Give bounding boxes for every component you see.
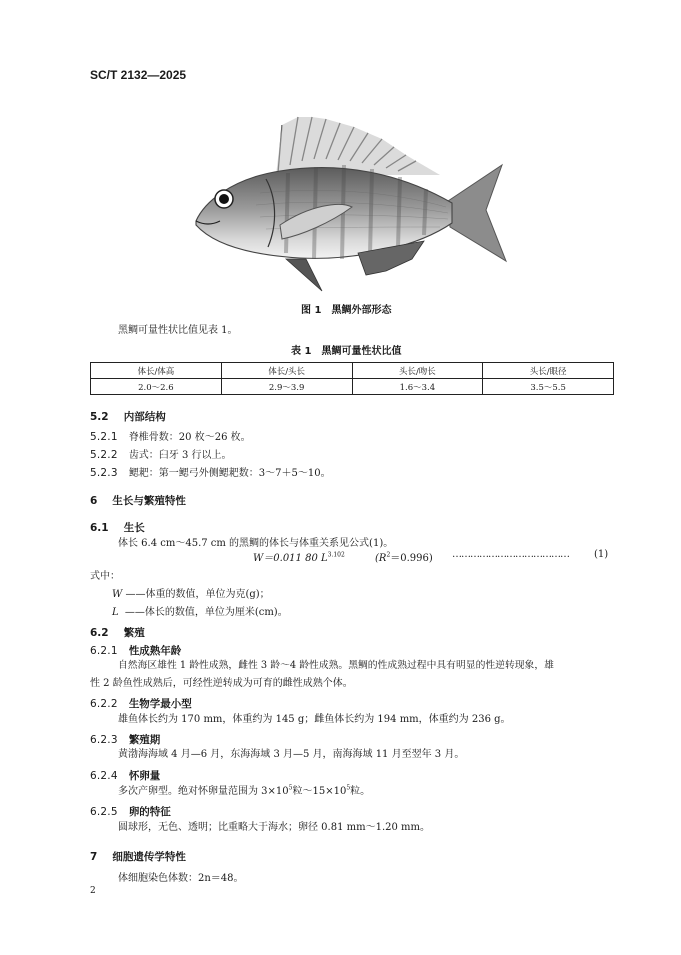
formula-exponent: 3.102 xyxy=(327,551,345,559)
variable-symbol: W xyxy=(112,589,123,600)
standard-number: SC/T 2132—2025 xyxy=(90,68,187,82)
table-header-cell: 头长/吻长 xyxy=(352,363,483,379)
section-number: 6.2.3 xyxy=(90,734,118,746)
variable-w-definition xyxy=(112,585,270,600)
formula-leader-dots: ………………………………… xyxy=(452,549,569,560)
section-number: 5.2.3 xyxy=(90,467,118,479)
formula xyxy=(253,549,345,564)
breeding-period-paragraph: 黄渤海海域 4 月—6 月，东海海域 3 月—5 月，南海海域 11 月至翌年 3 月。 xyxy=(118,749,465,760)
fecundity-text-a: 多次产卵型。绝对怀卵量范围为 3×10 xyxy=(118,786,289,797)
fecundity-exponent-b: 5 xyxy=(346,784,351,792)
section-5-2-3 xyxy=(90,461,331,480)
table-cell: 2.9～3.9 xyxy=(221,379,352,395)
section-number: 6 xyxy=(90,495,98,507)
section-6-2-4-heading xyxy=(90,764,160,783)
section-title: 繁殖期 xyxy=(128,734,161,746)
fecundity-paragraph xyxy=(118,782,370,797)
section-number: 7 xyxy=(90,851,98,863)
fecundity-text-c: 粒。 xyxy=(350,786,371,797)
formula-lhs: W＝0.011 80 L xyxy=(253,553,328,564)
section-6-2-1-heading xyxy=(90,639,181,658)
formula-r-exponent: 2 xyxy=(386,551,391,559)
section-title: 生物学最小型 xyxy=(128,698,192,710)
section-7-heading xyxy=(90,845,186,864)
variable-symbol: L xyxy=(112,607,119,618)
section-6-2-heading xyxy=(90,621,145,640)
variable-description: ——体长的数值，单位为厘米(cm)。 xyxy=(124,607,288,618)
formula-r-close: ＝0.996) xyxy=(390,553,433,564)
table-cell: 1.6～3.4 xyxy=(352,379,483,395)
table-header-cell: 头长/眼径 xyxy=(483,363,614,379)
section-5-2-2 xyxy=(90,443,232,462)
table-reference-paragraph: 黑鲷可量性状比值见表 1。 xyxy=(118,325,238,336)
egg-features-paragraph: 圆球形，无色、透明；比重略大于海水；卵径 0.81 mm～1.20 mm。 xyxy=(118,822,430,833)
section-number: 6.2 xyxy=(90,627,109,639)
table-cell: 3.5～5.5 xyxy=(483,379,614,395)
section-title: 生长与繁殖特性 xyxy=(112,495,186,507)
section-text: 齿式：臼牙 3 行以上。 xyxy=(128,450,232,461)
where-label: 式中： xyxy=(90,571,120,582)
section-title: 卵的特征 xyxy=(128,806,171,818)
variable-description: ——体重的数值，单位为克(g)； xyxy=(125,589,270,600)
section-6-2-2-heading xyxy=(90,692,192,711)
table-caption: 表 1 黑鲷可量性状比值 xyxy=(291,346,402,357)
section-title: 性成熟年龄 xyxy=(128,645,182,657)
section-number: 6.1 xyxy=(90,522,109,534)
section-6-heading xyxy=(90,489,186,508)
table-header-cell: 体长/头长 xyxy=(221,363,352,379)
section-number: 6.2.2 xyxy=(90,698,118,710)
fecundity-text-b: 粒～15×10 xyxy=(292,786,347,797)
table-row xyxy=(91,379,614,395)
section-title: 细胞遗传学特性 xyxy=(112,851,186,863)
section-title: 繁殖 xyxy=(123,627,145,639)
maturity-paragraph-line-2: 性 2 龄鱼性成熟后，可经性逆转成为可育的雌性成熟个体。 xyxy=(90,678,353,689)
growth-paragraph: 体长 6.4 cm～45.7 cm 的黑鲷的体长与体重关系见公式(1)。 xyxy=(118,538,394,549)
section-title: 内部结构 xyxy=(123,411,166,423)
section-text: 鳃耙：第一鳃弓外侧鳃耙数：3～7＋5～10。 xyxy=(128,468,331,479)
formula-r-open: (R xyxy=(375,553,387,564)
section-title: 怀卵量 xyxy=(128,770,161,782)
figure-caption: 图 1 黑鲷外部形态 xyxy=(301,305,392,316)
section-title: 生长 xyxy=(123,522,145,534)
fecundity-exponent-a: 5 xyxy=(288,784,293,792)
table-cell: 2.0～2.6 xyxy=(91,379,222,395)
section-6-1-heading xyxy=(90,516,145,535)
section-number: 6.2.4 xyxy=(90,770,118,782)
table-header-cell: 体长/体高 xyxy=(91,363,222,379)
ratio-table xyxy=(90,362,614,395)
maturity-paragraph-line-1: 自然海区雄性 1 龄性成熟，雌性 3 龄～4 龄性成熟。黑鲷的性成熟过程中具有明显的性逆转现象，雄 xyxy=(118,660,554,671)
chromosome-paragraph: 体细胞染色体数：2n＝48。 xyxy=(118,873,244,884)
section-5-2-1 xyxy=(90,425,251,444)
section-6-2-5-heading xyxy=(90,800,171,819)
section-text: 脊椎骨数：20 枚～26 枚。 xyxy=(128,432,251,443)
fish-illustration xyxy=(190,113,530,298)
section-number: 6.2.5 xyxy=(90,806,118,818)
variable-l-definition xyxy=(112,603,288,618)
section-number: 5.2 xyxy=(90,411,109,423)
minimum-size-paragraph: 雄鱼体长约为 170 mm，体重约为 145 g；雌鱼体长约为 194 mm，体重约为 236 g。 xyxy=(118,714,511,725)
table-header-row xyxy=(91,363,614,379)
formula-r-squared xyxy=(375,549,433,564)
section-number: 5.2.1 xyxy=(90,431,118,443)
page-number: 2 xyxy=(90,886,96,896)
section-5-2-heading xyxy=(90,405,166,424)
section-number: 6.2.1 xyxy=(90,645,118,657)
section-number: 5.2.2 xyxy=(90,449,118,461)
formula-number: (1) xyxy=(594,549,609,560)
